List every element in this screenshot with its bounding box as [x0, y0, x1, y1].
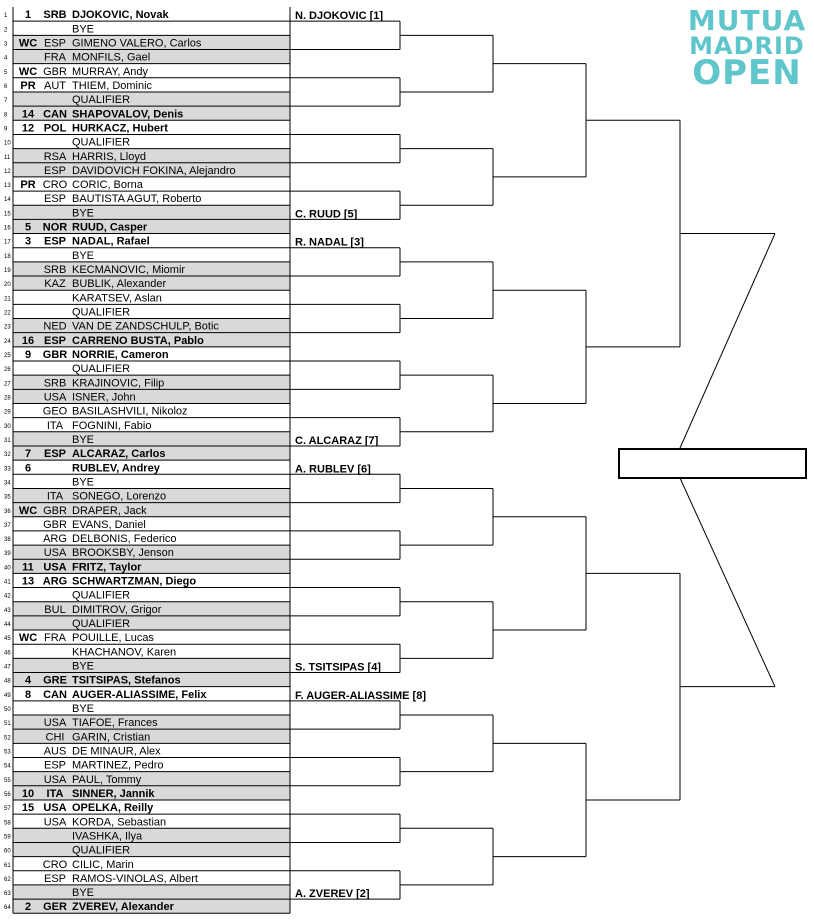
player-name: BYE [72, 703, 95, 715]
country-code: ITA [46, 419, 64, 432]
draw-position-number: 14 [4, 197, 11, 204]
player-name: BYE [72, 249, 95, 262]
country-code: CAN [43, 108, 67, 121]
draw-position-number: 54 [4, 763, 11, 770]
player-name: SHAPOVALOV, Denis [72, 108, 184, 121]
player-name: KHACHANOV, Karen [72, 646, 177, 659]
draw-position-number: 23 [4, 324, 11, 331]
seed-label: WC [18, 65, 38, 78]
draw-position-number: 39 [4, 551, 11, 558]
player-name: SINNER, Jannik [72, 787, 155, 800]
draw-position-number: 4 [4, 55, 8, 62]
seed-label: 1 [24, 9, 32, 22]
draw-position-number: 5 [4, 69, 8, 76]
country-code: GRE [43, 674, 67, 687]
country-code: RSA [43, 150, 67, 163]
country-code: ARG [42, 575, 68, 588]
player-name: DRAPER, Jack [72, 504, 147, 517]
country-code: SRB [43, 264, 67, 277]
seed-label: 3 [24, 235, 32, 248]
draw-position-number: 2 [4, 27, 8, 34]
player-name: IVASHKA, Ilya [72, 830, 143, 843]
seed-label: WC [18, 632, 38, 645]
player-name: HURKACZ, Hubert [72, 122, 168, 135]
player-name: BYE [72, 433, 95, 446]
country-code: FRA [44, 632, 66, 645]
draw-position-number: 44 [4, 622, 11, 629]
country-code: CRO [42, 179, 68, 192]
player-name: RAMOS-VINOLAS, Albert [72, 872, 198, 885]
draw-position-number: 25 [4, 353, 11, 359]
player-name: QUALIFIER [72, 94, 131, 107]
seed-label: 10 [21, 787, 35, 800]
country-code: GBR [43, 518, 67, 531]
country-code: CAN [43, 688, 67, 701]
seed-label: WC [18, 37, 38, 50]
player-name: KORDA, Sebastian [72, 816, 167, 829]
draw-position-number: 52 [4, 735, 11, 742]
draw-position-number: 57 [4, 806, 11, 813]
player-name: QUALIFIER [72, 363, 131, 376]
player-name: SONEGO, Lorenzo [72, 490, 167, 503]
draw-position-number: 53 [4, 749, 11, 756]
draw-position-number: 55 [4, 777, 11, 784]
draw-position-number: 19 [4, 268, 11, 275]
draw-position-number: 3 [4, 41, 8, 48]
country-code: NOR [42, 221, 68, 234]
seed-label: 2 [24, 901, 32, 914]
draw-position-number: 61 [4, 862, 11, 869]
player-name: CARRENO BUSTA, Pablo [72, 334, 204, 347]
country-code: SRB [43, 9, 67, 22]
seed-label: 11 [22, 561, 34, 574]
country-code: FRA [44, 51, 66, 64]
player-name: GIMENO VALERO, Carlos [72, 37, 202, 50]
country-code: CRO [42, 858, 68, 871]
draw-position-number: 47 [4, 664, 11, 671]
country-code: CHI [45, 731, 65, 744]
round2-winner: S. TSITSIPAS [4] [295, 661, 381, 674]
country-code: SRB [43, 377, 67, 390]
draw-position-number: 32 [4, 452, 11, 459]
player-name: SCHWARTZMAN, Diego [72, 575, 197, 588]
player-name: OPELKA, Reilly [72, 802, 154, 815]
player-name: ALCARAZ, Carlos [72, 448, 166, 461]
draw-position-number: 9 [4, 126, 8, 133]
player-name: QUALIFIER [72, 589, 131, 602]
seed-label: 13 [21, 575, 35, 588]
draw-position-number: 38 [4, 537, 11, 544]
seed-label: WC [18, 504, 38, 517]
seed-label: 4 [24, 674, 32, 687]
draw-position-number: 26 [4, 367, 11, 374]
player-name: DIMITROV, Grigor [72, 603, 162, 616]
seed-label: 5 [24, 221, 32, 234]
player-name: PAUL, Tommy [72, 773, 142, 786]
player-name: DE MINAUR, Alex [72, 745, 161, 758]
country-code: ITA [46, 787, 64, 800]
player-name: CORIC, Borna [72, 179, 143, 192]
seed-label: 16 [21, 334, 35, 347]
player-name: RUBLEV, Andrey [72, 462, 160, 475]
draw-position-number: 49 [4, 692, 11, 699]
draw-position-number: 20 [4, 282, 11, 289]
country-code: ESP [43, 235, 67, 248]
draw-position-number: 60 [4, 848, 11, 855]
player-name: NORRIE, Cameron [72, 349, 169, 361]
player-name: BYE [72, 207, 95, 220]
country-code: AUS [43, 745, 67, 758]
draw-position-number: 33 [4, 466, 11, 473]
champion-box [618, 448, 807, 479]
round2-winner: N. DJOKOVIC [1] [295, 10, 384, 23]
player-name: KRAJINOVIC, Filip [72, 377, 165, 390]
player-name: BASILASHVILI, Nikoloz [72, 405, 188, 418]
player-name: DELBONIS, Federico [72, 533, 177, 546]
draw-position-number: 35 [4, 494, 11, 501]
player-name: KARATSEV, Aslan [72, 292, 162, 305]
player-name: BUBLIK, Alexander [72, 278, 167, 291]
player-name: BYE [72, 660, 95, 673]
player-name: GARIN, Cristian [72, 731, 151, 744]
draw-position-number: 30 [4, 423, 11, 430]
draw-position-number: 40 [4, 565, 11, 572]
final-diagonal-top [680, 234, 775, 448]
player-name: KECMANOVIC, Miomir [72, 264, 186, 277]
player-name: NADAL, Rafael [72, 235, 150, 248]
player-name: FRITZ, Taylor [72, 561, 142, 574]
draw-position-number: 18 [4, 253, 11, 260]
seed-label: PR [20, 79, 36, 92]
logo-line-2: MADRID [689, 31, 805, 60]
player-name: EVANS, Daniel [72, 518, 146, 531]
logo-line-3: OPEN [692, 53, 802, 94]
mutua-madrid-open-logo [686, 4, 808, 94]
draw-position-number: 12 [4, 168, 11, 175]
player-name: BYE [72, 23, 95, 36]
player-name: QUALIFIER [72, 618, 131, 631]
country-code: USA [43, 802, 67, 815]
draw-position-number: 59 [4, 834, 11, 841]
final-diagonal-bottom [680, 478, 775, 687]
player-name: DAVIDOVICH FOKINA, Alejandro [72, 164, 236, 177]
player-name: THIEM, Dominic [72, 79, 153, 92]
draw-position-number: 1 [4, 13, 8, 20]
player-name: BYE [72, 887, 95, 900]
country-code: USA [43, 816, 67, 829]
country-code: USA [43, 773, 67, 786]
country-code: NED [43, 320, 67, 333]
draw-position-number: 15 [4, 211, 11, 218]
draw-position-number: 48 [4, 678, 11, 685]
player-name: VAN DE ZANDSCHULP, Botic [72, 320, 219, 333]
player-name: BAUTISTA AGUT, Roberto [72, 193, 202, 206]
draw-position-number: 24 [4, 338, 11, 345]
draw-position-number: 22 [4, 310, 11, 317]
draw-position-number: 27 [4, 381, 11, 388]
draw-position-number: 21 [4, 296, 11, 303]
seed-label: 6 [24, 462, 32, 475]
player-name: ZVEREV, Alexander [72, 901, 174, 914]
draw-position-number: 8 [4, 112, 8, 119]
country-code: GEO [42, 405, 68, 418]
draw-position-number: 6 [4, 83, 8, 90]
draw-position-number: 46 [4, 650, 11, 657]
player-name: QUALIFIER [72, 306, 131, 319]
player-name: HARRIS, Lloyd [72, 150, 146, 163]
country-code: GBR [43, 65, 67, 78]
country-code: USA [43, 561, 67, 574]
player-name: QUALIFIER [72, 844, 131, 857]
draw-position-number: 36 [4, 508, 11, 515]
draw-position-number: 43 [4, 607, 11, 614]
player-name: TIAFOE, Frances [72, 717, 158, 730]
country-code: ESP [43, 334, 67, 347]
player-name: ISNER, John [72, 391, 136, 404]
round2-winner: C. ALCARAZ [7] [295, 434, 379, 447]
country-code: BUL [44, 603, 66, 616]
draw-position-number: 64 [4, 905, 11, 912]
round2-winner: R. NADAL [3] [295, 236, 364, 249]
country-code: ESP [43, 759, 67, 772]
country-code: ESP [43, 193, 67, 206]
draw-position-number: 13 [4, 183, 11, 190]
player-name: FOGNINI, Fabio [72, 419, 152, 432]
draw-position-number: 62 [4, 876, 11, 883]
round2-winner: C. RUUD [5] [295, 208, 358, 221]
seed-label: 7 [24, 448, 32, 461]
seed-label: 15 [21, 802, 35, 815]
draw-position-number: 58 [4, 820, 11, 827]
draw-position-number: 10 [4, 140, 11, 147]
player-name: AUGER-ALIASSIME, Felix [72, 688, 207, 701]
country-code: USA [43, 717, 67, 730]
player-name: MURRAY, Andy [72, 65, 149, 78]
country-code: GBR [43, 504, 67, 517]
draw-position-number: 51 [4, 721, 11, 728]
country-code: ESP [43, 164, 67, 177]
country-code: ARG [43, 533, 67, 546]
logo-line-1: MUTUA [687, 4, 807, 37]
player-name: MARTINEZ, Pedro [72, 759, 164, 772]
country-code: AUT [44, 79, 66, 92]
draw-position-number: 11 [4, 154, 11, 161]
country-code: USA [43, 391, 67, 404]
draw-position-number: 29 [4, 409, 11, 416]
round2-winner: A. RUBLEV [6] [295, 463, 371, 476]
player-name: BYE [72, 476, 95, 489]
player-name: POUILLE, Lucas [72, 632, 154, 645]
country-code: ESP [43, 872, 67, 885]
player-name: QUALIFIER [72, 136, 131, 149]
country-code: GBR [42, 349, 68, 361]
country-code: ESP [43, 37, 67, 50]
country-code: ITA [46, 490, 64, 503]
country-code: KAZ [44, 278, 66, 291]
draw-position-number: 28 [4, 395, 11, 402]
round2-winner: F. AUGER-ALIASSIME [8] [295, 689, 426, 702]
seed-label: PR [20, 179, 36, 192]
round2-winner: A. ZVEREV [2] [295, 888, 370, 901]
draw-position-number: 34 [4, 480, 11, 487]
player-name: RUUD, Casper [72, 221, 148, 234]
country-code: GER [43, 901, 67, 914]
draw-position-number: 16 [4, 225, 11, 232]
draw-position-number: 7 [4, 98, 8, 105]
country-code: POL [43, 122, 67, 135]
country-code: USA [43, 547, 67, 560]
player-name: DJOKOVIC, Novak [72, 9, 169, 22]
draw-position-number: 45 [4, 636, 11, 643]
draw-position-number: 56 [4, 791, 11, 798]
draw-position-number: 42 [4, 593, 11, 600]
draw-position-number: 50 [4, 707, 11, 713]
draw-position-number: 63 [4, 891, 11, 898]
draw-position-number: 37 [4, 522, 11, 529]
player-name: CILIC, Marin [72, 858, 134, 871]
seed-label: 14 [21, 108, 35, 121]
seed-label: 9 [24, 349, 32, 361]
draw-position-number: 31 [4, 437, 11, 444]
player-name: TSITSIPAS, Stefanos [72, 674, 181, 687]
draw-position-number: 17 [4, 239, 11, 246]
country-code: ESP [43, 448, 67, 461]
player-name: BROOKSBY, Jenson [72, 547, 174, 560]
player-name: MONFILS, Gael [72, 51, 151, 64]
seed-label: 8 [24, 688, 32, 701]
seed-label: 12 [21, 122, 35, 135]
draw-position-number: 41 [4, 579, 11, 586]
